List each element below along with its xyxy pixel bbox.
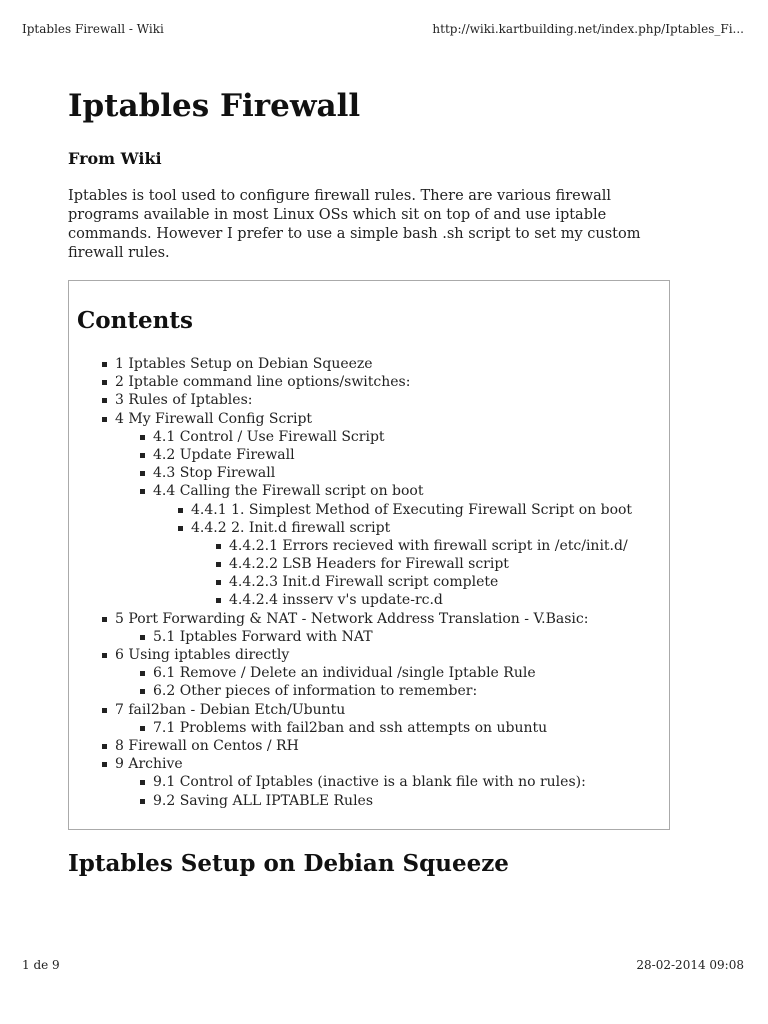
- toc-link-label: 6.2 Other pieces of information to remember:: [153, 683, 478, 700]
- bullet-icon: [216, 598, 221, 603]
- bullet-icon: [140, 489, 145, 494]
- toc-link-label: 4.4.1 1. Simplest Method of Executing Firewall Script on boot: [191, 501, 633, 518]
- print-header-url: http://wiki.kartbuilding.net/index.php/Iptables_Fi...: [432, 22, 744, 36]
- bullet-icon: [102, 362, 107, 367]
- section-heading: Iptables Setup on Debian Squeeze: [68, 850, 509, 877]
- toc-link-label: 4.2 Update Firewall: [153, 446, 295, 463]
- bullet-icon: [140, 435, 145, 440]
- toc-link-label: 5 Port Forwarding & NAT - Network Address Translation - V.Basic:: [115, 610, 589, 627]
- bullet-icon: [102, 398, 107, 403]
- toc-link[interactable]: [69, 701, 632, 719]
- toc-link[interactable]: [69, 410, 632, 428]
- bullet-icon: [140, 799, 145, 804]
- toc-link[interactable]: [69, 373, 632, 391]
- toc-link[interactable]: [69, 719, 632, 737]
- toc-link[interactable]: [69, 355, 632, 373]
- print-footer-page: 1 de 9: [22, 958, 60, 972]
- toc-link-label: 7.1 Problems with fail2ban and ssh attempts on ubuntu: [153, 719, 548, 736]
- toc-link-label: 4.4 Calling the Firewall script on boot: [153, 483, 424, 500]
- intro-paragraph: Iptables is tool used to configure firewall rules. There are various firewall programs available in most Linux OSs which sit on top of and use iptable commands. However I prefer to use a simple bash .sh script to set my custom firewall rules.: [68, 188, 641, 261]
- toc-link-label: 4.4.2.1 Errors recieved with firewall script in /etc/init.d/: [229, 537, 628, 554]
- toc-title: Contents: [77, 307, 193, 334]
- bullet-icon: [140, 453, 145, 458]
- bullet-icon: [216, 562, 221, 567]
- bullet-icon: [178, 508, 183, 513]
- bullet-icon: [102, 653, 107, 658]
- toc-link-label: 5.1 Iptables Forward with NAT: [153, 628, 373, 645]
- toc-link-label: 4.4.2.4 insserv v's update-rc.d: [229, 592, 443, 609]
- toc-link-label: 4 My Firewall Config Script: [115, 410, 313, 427]
- toc-link-label: 6.1 Remove / Delete an individual /single Iptable Rule: [153, 665, 536, 682]
- toc-link[interactable]: [69, 391, 632, 409]
- bullet-icon: [216, 580, 221, 585]
- page-title: Iptables Firewall: [68, 88, 361, 124]
- toc-link[interactable]: [69, 664, 632, 682]
- toc-link[interactable]: [69, 428, 632, 446]
- toc-link-label: 2 Iptable command line options/switches:: [115, 374, 411, 391]
- bullet-icon: [102, 708, 107, 713]
- table-of-contents: [68, 280, 670, 830]
- toc-link[interactable]: [69, 610, 632, 628]
- toc-list: [69, 355, 632, 810]
- print-footer-datetime: 28-02-2014 09:08: [636, 958, 744, 972]
- bullet-icon: [140, 726, 145, 731]
- toc-link[interactable]: [69, 573, 632, 591]
- bullet-icon: [102, 617, 107, 622]
- toc-link-label: 7 fail2ban - Debian Etch/Ubuntu: [115, 701, 346, 718]
- bullet-icon: [140, 689, 145, 694]
- toc-link[interactable]: [69, 555, 632, 573]
- toc-link[interactable]: [69, 628, 632, 646]
- toc-link-label: 4.3 Stop Firewall: [153, 465, 276, 482]
- toc-link-label: 4.1 Control / Use Firewall Script: [153, 428, 385, 445]
- toc-link[interactable]: [69, 591, 632, 609]
- toc-link-label: 6 Using iptables directly: [115, 647, 290, 663]
- toc-link-label: 4.4.2.3 Init.d Firewall script complete: [229, 574, 499, 591]
- toc-link[interactable]: [69, 682, 632, 700]
- toc-link-label: 9.1 Control of Iptables (inactive is a blank file with no rules):: [153, 774, 586, 791]
- toc-link-label: 4.4.2 2. Init.d firewall script: [191, 519, 391, 536]
- bullet-icon: [178, 526, 183, 531]
- toc-link[interactable]: [69, 446, 632, 464]
- bullet-icon: [140, 471, 145, 476]
- toc-link[interactable]: [69, 773, 632, 791]
- toc-link-label: 3 Rules of Iptables:: [115, 392, 253, 409]
- toc-link-label: 9 Archive: [115, 756, 183, 773]
- bullet-icon: [102, 380, 107, 385]
- toc-link[interactable]: [69, 482, 632, 500]
- toc-link[interactable]: [69, 755, 632, 773]
- bullet-icon: [216, 544, 221, 549]
- toc-link[interactable]: [69, 646, 632, 664]
- toc-link-label: 8 Firewall on Centos / RH: [115, 737, 299, 754]
- toc-link[interactable]: [69, 519, 632, 537]
- toc-link-label: 4.4.2.2 LSB Headers for Firewall script: [229, 556, 509, 573]
- toc-link[interactable]: [69, 464, 632, 482]
- site-sub: From Wiki: [68, 149, 162, 168]
- bullet-icon: [102, 744, 107, 749]
- toc-link[interactable]: [69, 737, 632, 755]
- print-header-title: Iptables Firewall - Wiki: [22, 22, 164, 36]
- toc-link[interactable]: [69, 501, 632, 519]
- toc-link[interactable]: [69, 792, 632, 810]
- bullet-icon: [140, 780, 145, 785]
- toc-link-label: 1 Iptables Setup on Debian Squeeze: [115, 356, 373, 372]
- toc-link-label: 9.2 Saving ALL IPTABLE Rules: [153, 792, 374, 809]
- bullet-icon: [102, 417, 107, 422]
- toc-link[interactable]: [69, 537, 632, 555]
- bullet-icon: [140, 635, 145, 640]
- bullet-icon: [140, 671, 145, 676]
- bullet-icon: [102, 762, 107, 767]
